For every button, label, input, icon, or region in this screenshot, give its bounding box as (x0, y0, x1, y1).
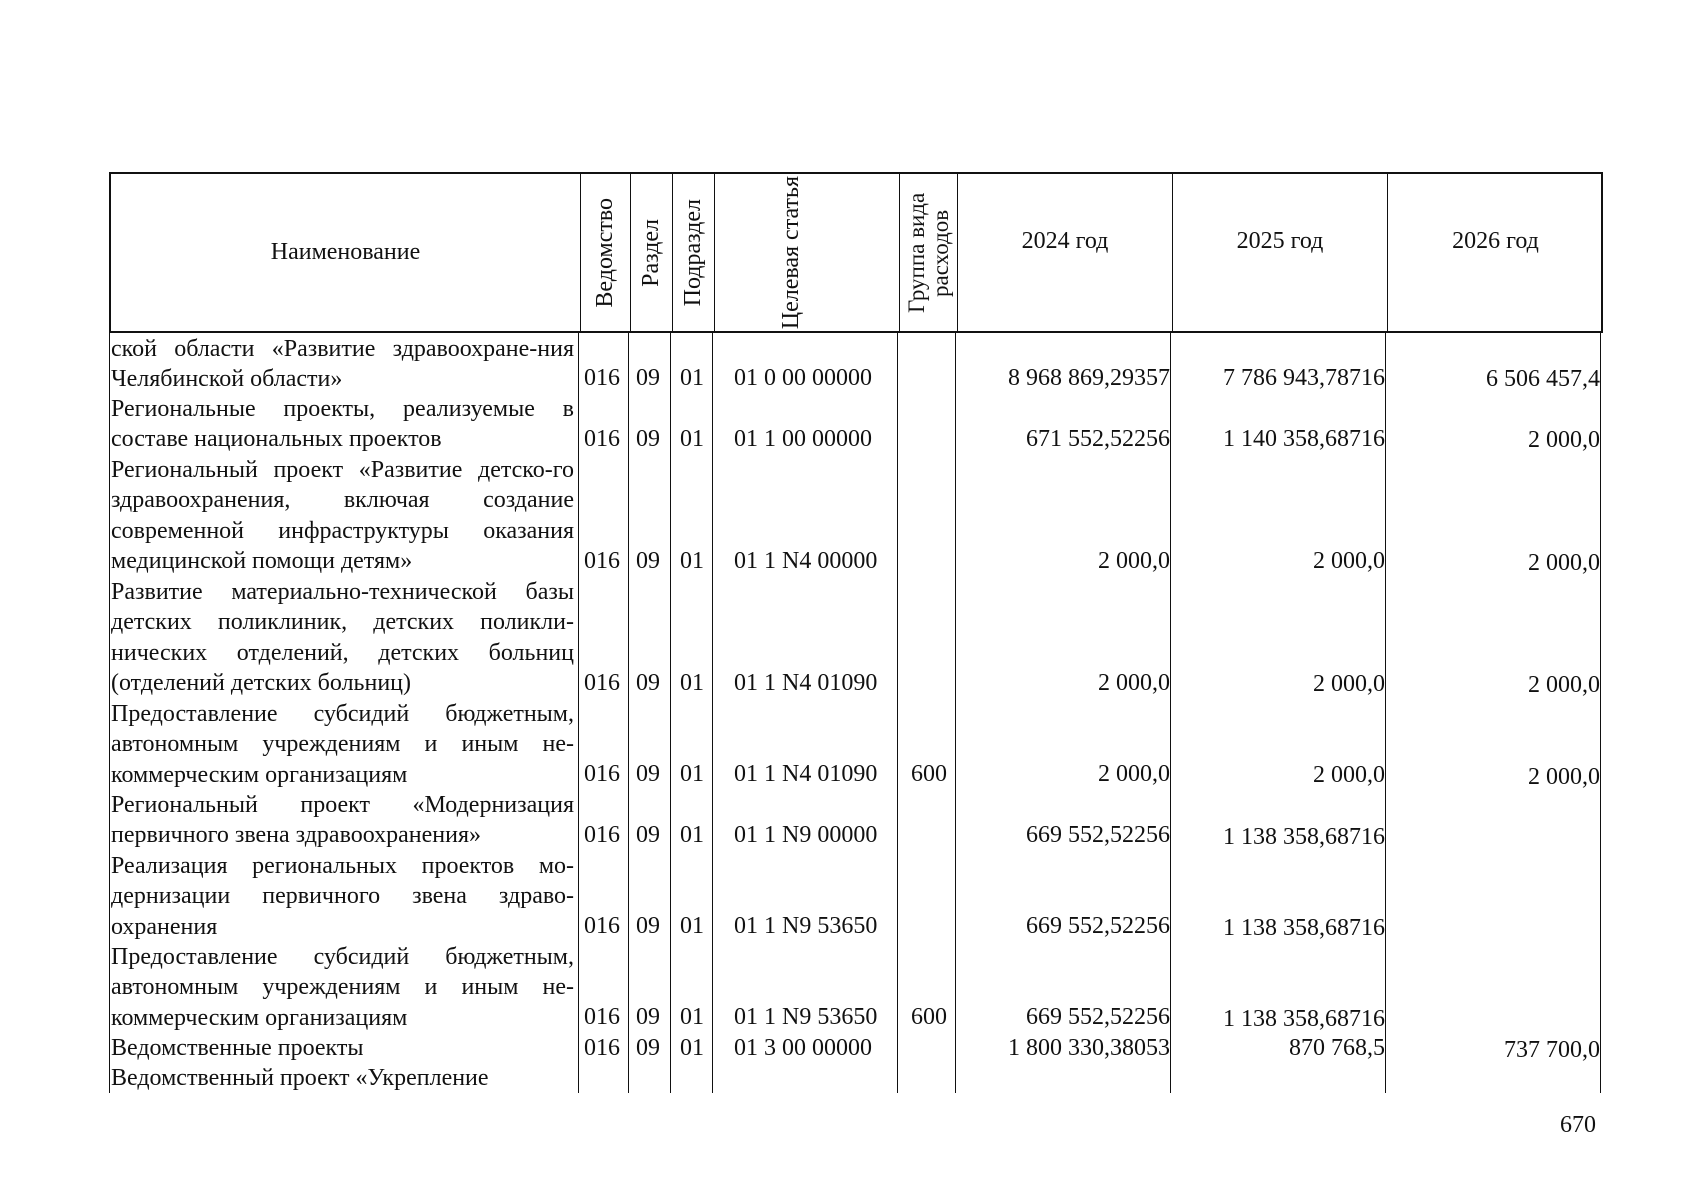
cell-podrazdel: 01 (680, 670, 704, 696)
cell-razdel: 09 (636, 913, 660, 939)
row-name: Региональный проект «Модернизация первичного звена здравоохранения» (111, 792, 574, 849)
header-target (715, 174, 900, 331)
column-line (670, 333, 671, 1093)
cell-2024: 2 000,0 (1098, 761, 1170, 787)
cell-podrazdel: 01 (680, 761, 704, 787)
header-2025 (1173, 174, 1388, 331)
cell-2024: 2 000,0 (1098, 670, 1170, 696)
cell-2024: 8 968 869,29357 (1008, 365, 1170, 391)
cell-target: 01 1 N9 53650 (734, 913, 878, 939)
cell-ved: 016 (584, 365, 620, 391)
column-line (628, 333, 629, 1093)
row-name: Развитие материально-технической базы детских поликлиник, детских поликли-нических отделений, детских больниц (отделений детских больниц) (111, 579, 574, 696)
cell-podrazdel: 01 (680, 365, 704, 391)
cell-razdel: 09 (636, 426, 660, 452)
row-name: Региональные проекты, реализуемые в составе национальных проектов (111, 396, 574, 453)
column-line (1600, 333, 1601, 1093)
cell-2026: 2 000,0 (1528, 427, 1600, 453)
cell-ved: 016 (584, 913, 620, 939)
header-2026 (1388, 174, 1603, 331)
cell-podrazdel: 01 (680, 913, 704, 939)
header-name (111, 174, 581, 331)
cell-podrazdel: 01 (680, 1035, 704, 1061)
cell-target: 01 1 N4 00000 (734, 548, 878, 574)
cell-ved: 016 (584, 548, 620, 574)
row-name: Ведомственный проект «Укрепление (111, 1065, 489, 1091)
cell-target: 01 1 N4 01090 (734, 761, 878, 787)
cell-group: 600 (911, 1004, 947, 1030)
cell-razdel: 09 (636, 548, 660, 574)
row-name: Ведомственные проекты (111, 1035, 364, 1061)
cell-podrazdel: 01 (680, 426, 704, 452)
cell-target: 01 1 00 00000 (734, 426, 872, 452)
row-name: Региональный проект «Развитие детско-го здравоохранения, включая создание современной инфраструктуры оказания медицинской помощи детям» (111, 457, 574, 574)
cell-2026: 6 506 457,4 (1486, 366, 1600, 392)
cell-target: 01 3 00 00000 (734, 1035, 872, 1061)
page-number: 670 (1560, 1112, 1596, 1138)
cell-2025: 7 786 943,78716 (1223, 365, 1385, 391)
column-line (712, 333, 713, 1093)
cell-2024: 671 552,52256 (1026, 426, 1170, 452)
header-vedomstvo-label: Ведомство (592, 197, 618, 308)
cell-2024: 669 552,52256 (1026, 1004, 1170, 1030)
cell-2024: 669 552,52256 (1026, 913, 1170, 939)
cell-2025: 870 768,5 (1289, 1035, 1385, 1061)
cell-2024: 669 552,52256 (1026, 822, 1170, 848)
cell-2025: 1 140 358,68716 (1223, 426, 1385, 452)
header-podrazdel-label: Подраздел (680, 198, 706, 307)
cell-ved: 016 (584, 1035, 620, 1061)
cell-ved: 016 (584, 670, 620, 696)
column-line (109, 333, 110, 1093)
column-line (1170, 333, 1171, 1093)
cell-razdel: 09 (636, 761, 660, 787)
row-name: ской области «Развитие здравоохране-ния Челябинской области» (111, 336, 574, 393)
cell-2025: 2 000,0 (1313, 762, 1385, 788)
row-name: Предоставление субсидий бюджетным, автономным учреждениям и иным не-коммерческим организациям (111, 701, 574, 788)
cell-2024: 1 800 330,38053 (1008, 1035, 1170, 1061)
cell-2024: 2 000,0 (1098, 548, 1170, 574)
header-vedomstvo (581, 174, 631, 331)
cell-podrazdel: 01 (680, 548, 704, 574)
header-razdel-label: Раздел (638, 218, 664, 287)
cell-razdel: 09 (636, 670, 660, 696)
header-2025-label: 2025 год (1236, 228, 1324, 254)
header-2024 (958, 174, 1173, 331)
header-group-label: Группа вида расходов (903, 192, 953, 313)
cell-2026: 2 000,0 (1528, 672, 1600, 698)
header-2026-label: 2026 год (1452, 228, 1539, 254)
cell-target: 01 1 N9 53650 (734, 1004, 878, 1030)
row-name: Предоставление субсидий бюджетным, автономным учреждениям и иным не-коммерческим организациям (111, 944, 574, 1031)
cell-group: 600 (911, 761, 947, 787)
table-header (109, 172, 1603, 333)
row-name: Реализация региональных проектов мо-дернизации первичного звена здраво-охранения (111, 853, 574, 940)
cell-2025: 1 138 358,68716 (1223, 915, 1385, 941)
cell-razdel: 09 (636, 1035, 660, 1061)
cell-ved: 016 (584, 1004, 620, 1030)
cell-2025: 2 000,0 (1313, 548, 1385, 574)
cell-razdel: 09 (636, 365, 660, 391)
cell-2026: 737 700,0 (1504, 1037, 1600, 1063)
column-line (578, 333, 579, 1093)
cell-target: 01 0 00 00000 (734, 365, 872, 391)
header-2024-label: 2024 год (1021, 228, 1109, 254)
column-line (955, 333, 956, 1093)
cell-ved: 016 (584, 761, 620, 787)
cell-podrazdel: 01 (680, 1004, 704, 1030)
cell-podrazdel: 01 (680, 822, 704, 848)
cell-razdel: 09 (636, 822, 660, 848)
cell-2026: 2 000,0 (1528, 764, 1600, 790)
header-razdel (631, 174, 673, 331)
cell-ved: 016 (584, 822, 620, 848)
column-line (897, 333, 898, 1093)
header-name-label: Наименование (270, 239, 421, 265)
cell-2026: 2 000,0 (1528, 550, 1600, 576)
header-podrazdel (673, 174, 715, 331)
header-group (900, 174, 958, 331)
header-target-label: Целевая статья (778, 175, 804, 330)
cell-ved: 016 (584, 426, 620, 452)
cell-2025: 1 138 358,68716 (1223, 824, 1385, 850)
cell-target: 01 1 N4 01090 (734, 670, 878, 696)
cell-2025: 2 000,0 (1313, 671, 1385, 697)
cell-2025: 1 138 358,68716 (1223, 1006, 1385, 1032)
cell-target: 01 1 N9 00000 (734, 822, 878, 848)
cell-razdel: 09 (636, 1004, 660, 1030)
column-line (1385, 333, 1386, 1093)
